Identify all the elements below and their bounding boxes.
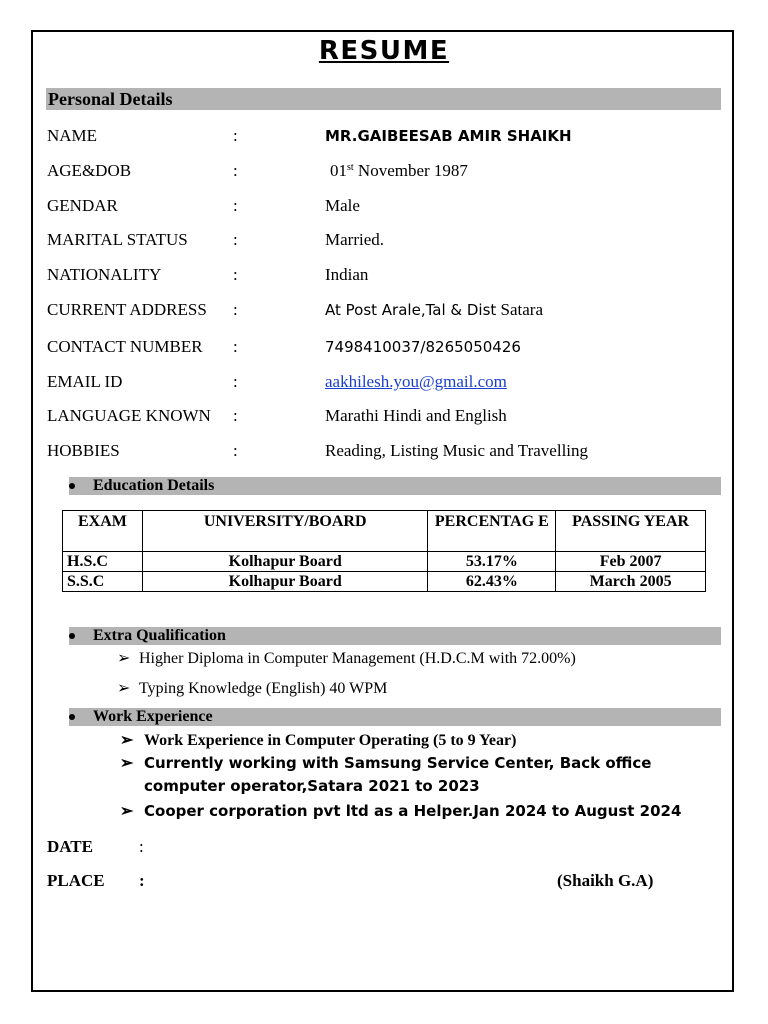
marital-label: MARITAL STATUS	[47, 230, 188, 249]
address-label: CURRENT ADDRESS	[47, 300, 207, 319]
date-label: DATE	[47, 837, 93, 856]
nationality-value: Indian	[325, 265, 369, 284]
nationality-label: NATIONALITY	[47, 265, 162, 284]
address-value: At Post Arale,Tal & Dist Satara	[325, 300, 544, 319]
table-cell: Feb 2007	[556, 552, 706, 572]
table-header: EXAM	[63, 511, 143, 552]
dob-label: AGE&DOB	[47, 161, 132, 180]
email-label: EMAIL ID	[47, 372, 123, 391]
colon: :	[233, 300, 238, 319]
name-value: MR.GAIBEESAB AMIR SHAIKH	[325, 127, 572, 145]
colon: :	[233, 337, 238, 356]
language-value: Marathi Hindi and English	[325, 406, 507, 425]
gender-label: GENDAR	[47, 196, 118, 215]
table-row	[63, 552, 706, 572]
table-cell: 53.17%	[428, 552, 556, 572]
table-cell: Kolhapur Board	[142, 572, 428, 592]
colon: :	[233, 265, 238, 284]
gender-value: Male	[325, 196, 360, 215]
language-label: LANGUAGE KNOWN	[47, 406, 211, 425]
dob-value: 01st November 1987	[330, 161, 468, 180]
colon: :	[233, 406, 238, 425]
colon: :	[233, 441, 238, 460]
table-cell: March 2005	[556, 572, 706, 592]
table-cell: 62.43%	[428, 572, 556, 592]
contact-value: 7498410037/8265050426	[325, 338, 521, 356]
arrow-bullet-icon: ➢	[120, 755, 134, 772]
table-cell: H.S.C	[63, 552, 143, 572]
colon: :	[233, 196, 238, 215]
colon: :	[139, 871, 145, 890]
colon: :	[233, 372, 238, 391]
colon: :	[233, 161, 238, 180]
table-row	[63, 572, 706, 592]
contact-label: CONTACT NUMBER	[47, 337, 203, 356]
personal-details-heading: Personal Details	[46, 88, 721, 110]
colon: :	[233, 126, 238, 145]
education-table	[62, 510, 706, 592]
arrow-bullet-icon: ➢	[117, 650, 131, 667]
bullet-dot-icon	[69, 483, 75, 489]
colon: :	[139, 837, 144, 856]
table-cell: S.S.C	[63, 572, 143, 592]
bullet-dot-icon	[69, 633, 75, 639]
table-cell: Kolhapur Board	[142, 552, 428, 572]
bullet-dot-icon	[69, 714, 75, 720]
work-experience-heading: Work Experience	[69, 708, 721, 726]
name-label: NAME	[47, 126, 98, 145]
table-header: UNIVERSITY/BOARD	[142, 511, 428, 552]
arrow-bullet-icon: ➢	[120, 803, 134, 820]
signature: (Shaikh G.A)	[557, 871, 654, 890]
marital-value: Married.	[325, 230, 385, 249]
hobbies-value: Reading, Listing Music and Travelling	[325, 441, 589, 460]
email-link[interactable]: aakhilesh.you@gmail.com	[325, 372, 507, 391]
place-label: PLACE	[47, 871, 105, 890]
table-header-row	[63, 511, 706, 552]
table-header: PERCENTAG E	[428, 511, 556, 552]
colon: :	[233, 230, 238, 249]
arrow-bullet-icon: ➢	[117, 680, 131, 697]
hobbies-label: HOBBIES	[47, 441, 120, 460]
extra-qualification-heading: Extra Qualification	[69, 627, 721, 645]
table-header: PASSING YEAR	[556, 511, 706, 552]
page-title: RESUME	[318, 36, 450, 66]
education-heading: Education Details	[69, 477, 721, 495]
arrow-bullet-icon: ➢	[120, 732, 134, 749]
